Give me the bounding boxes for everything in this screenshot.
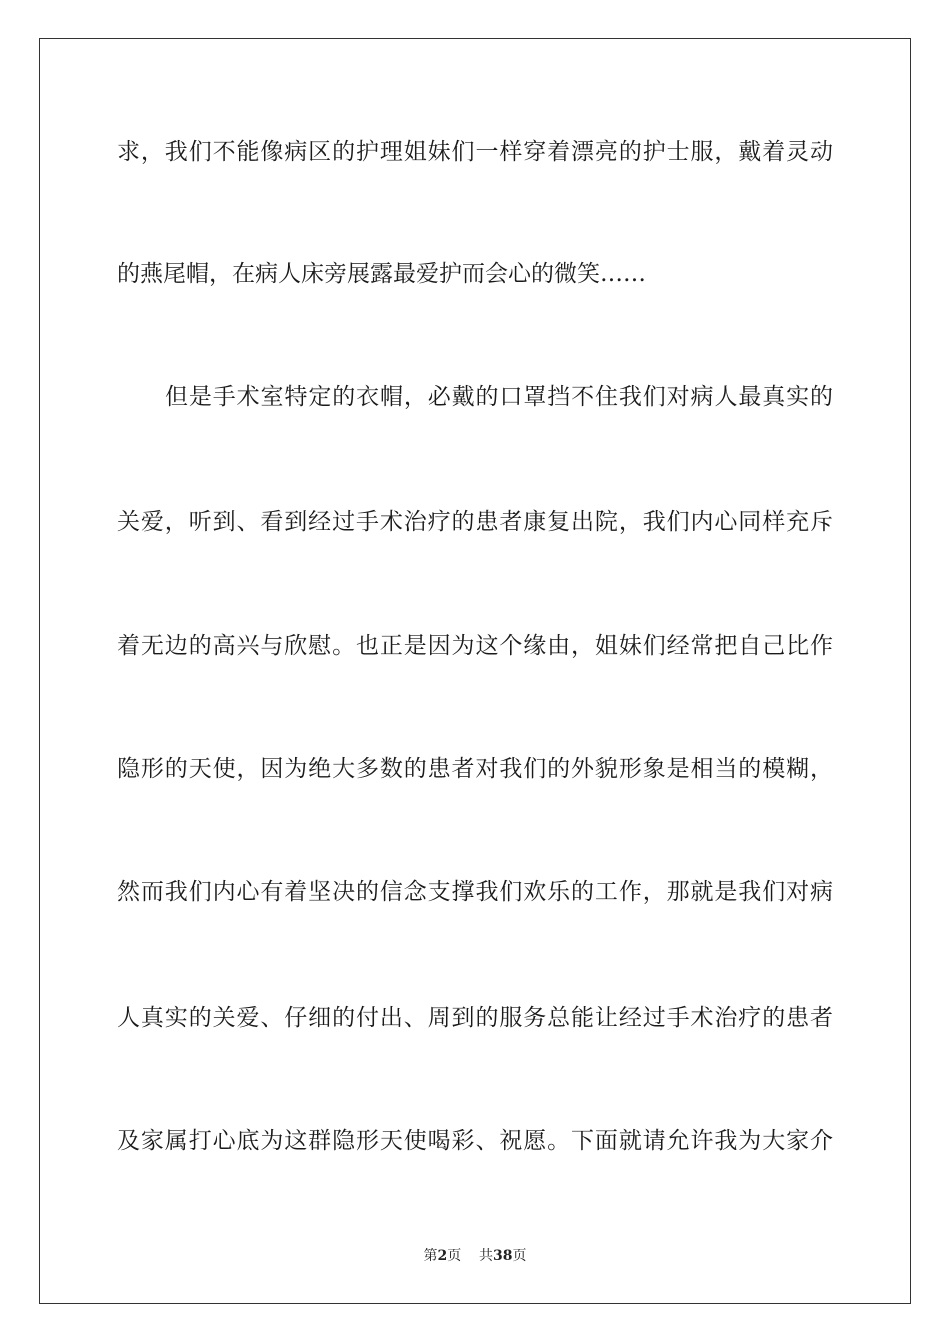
page-footer	[0, 1246, 950, 1266]
total-prefix: 共	[479, 1248, 494, 1264]
paragraph-line-8: 人真实的关爱、仔细的付出、周到的服务总能让经过手术治疗的患者	[117, 1005, 833, 1031]
paragraph-line-1: 求，我们不能像病区的护理姐妹们一样穿着漂亮的护士服，戴着灵动	[117, 139, 833, 165]
total-pages: 38	[493, 1248, 513, 1264]
paragraph-line-2: 的燕尾帽，在病人床旁展露最爱护而会心的微笑……	[117, 261, 646, 287]
page-suffix: 页	[447, 1248, 462, 1264]
page-number: 2	[437, 1248, 448, 1264]
paragraph-line-7: 然而我们内心有着坚决的信念支撑我们欢乐的工作，那就是我们对病	[117, 879, 833, 905]
total-suffix: 页	[512, 1248, 527, 1264]
page-border	[39, 38, 911, 1304]
paragraph-line-6: 隐形的天使，因为绝大多数的患者对我们的外貌形象是相当的模糊，	[117, 756, 833, 782]
page-prefix: 第	[423, 1248, 438, 1264]
paragraph-line-5: 着无边的高兴与欣慰。也正是因为这个缘由，姐妹们经常把自己比作	[117, 633, 833, 659]
paragraph-line-3: 但是手术室特定的衣帽，必戴的口罩挡不住我们对病人最真实的	[165, 384, 833, 410]
paragraph-line-9: 及家属打心底为这群隐形天使喝彩、祝愿。下面就请允许我为大家介	[117, 1128, 833, 1154]
paragraph-line-4: 关爱，听到、看到经过手术治疗的患者康复出院，我们内心同样充斥	[117, 509, 833, 535]
